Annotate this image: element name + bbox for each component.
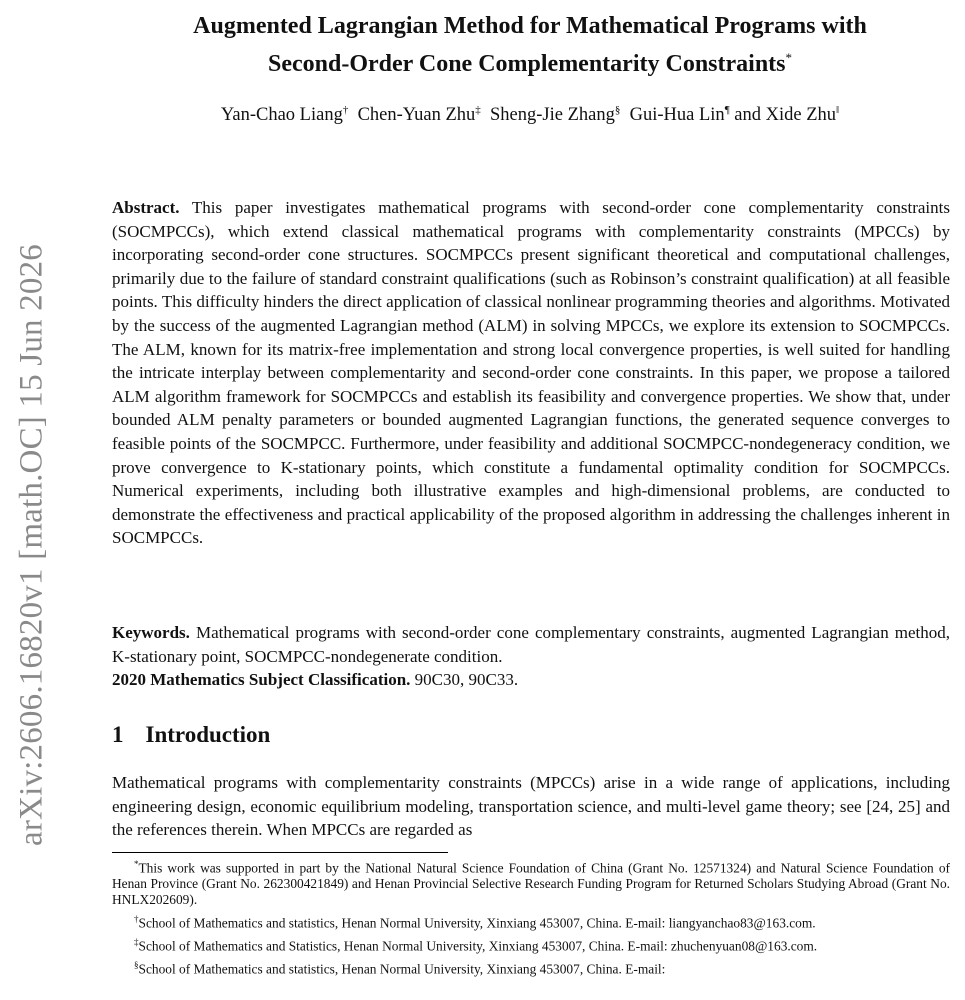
footnote-mark: § [134,959,139,970]
footnote-text: School of Mathematics and statistics, Henan Normal University, Xinxiang 453007, China. E-mail: liangyanchao83@163.com. [138,915,816,931]
keywords [112,621,950,668]
author-name: Gui-Hua Lin [629,105,725,126]
arxiv-identifier-sidebar [0,0,60,1000]
footnote [112,912,950,931]
introduction-paragraph: Mathematical programs with complementarity constraints (MPCCs) arise in a wide range of applications, including engineering design, economic equilibrium modeling, transportation science, and multi-level game theory; see [24, 25] and the references therein. When MPCCs are regarded as [112,773,950,840]
abstract-label: Abstract. [112,198,180,217]
author-list [100,98,960,127]
footnote-divider [112,852,448,853]
author-name: Chen-Yuan Zhu [357,105,476,126]
section-number: 1 [112,722,124,747]
footnotes [112,857,950,981]
author-name: Xide Zhu [765,105,837,126]
keywords-text: Mathematical programs with second-order cone complementary constraints, augmented Lagrangian method, K-stationary point, SOCMPCC-nondegenerate condition. [112,623,951,666]
footnote-mark: ‡ [134,936,139,947]
author-conjunction: and [734,105,762,126]
footnote-text: This work was supported in part by the National Natural Science Foundation of China (Grant No. 12571324) and Natural Science Foundation of Henan Province (Grant No. 262300421849) and Henan Provincial Selective Research Funding Program for Returned Scholars Studying Abroad (Grant No. HNLX202609). [112,860,950,907]
footnote-text: School of Mathematics and statistics, Henan Normal University, Xinxiang 453007, China. E-mail: [138,961,666,977]
title-line-2-text: Second-Order Cone Complementarity Constraints [267,51,786,77]
footnote-mark: * [134,859,139,869]
footnote-mark: † [134,913,139,924]
msc-label: 2020 Mathematics Subject Classification. [112,670,411,689]
author-mark: † [342,104,349,116]
footnote [112,857,950,908]
abstract-text: This paper investigates mathematical programs with second-order cone complementarity constraints (SOCMPCCs), which extend classical mathematical programs with complementarity constraints (MPCCs) by incorporating second-order cone structures. SOCMPCCs present significant theoretical and computational challenges, primarily due to the failure of standard constraint qualifications (such as Robinson’s constraint qualification) at all feasible points. This difficulty hinders the direct application of classical nonlinear programming theories and algorithms. Motivated by the success of the augmented Lagrangian method (ALM) in solving MPCCs, we explore its extension to SOCMPCCs. The ALM, known for its matrix-free implementation and strong local convergence properties, is well suited for handling the intricate interplay between complementarity and second-order cone constraints. In this paper, we propose a tailored ALM algorithm framework for SOCMPCCs and establish its feasibility and convergence properties. We show that, under bounded ALM penalty parameters or bounded augmented Lagrangian functions, the generated sequence converges to feasible points of the SOCMPCC. Furthermore, under feasibility and additional SOCMPCC-nondegeneracy condition, we prove convergence to K-stationary points, which constitute a fundamental optimality condition for SOCMPCCs. Numerical experiments, including both illustrative examples and high-dimensional problems, are conducted to demonstrate the effectiveness and practical applicability of the proposed algorithm in addressing the challenges inherent in SOCMPCCs. [112,198,950,548]
author-mark: ¶ [724,104,730,116]
title-line-1: Augmented Lagrangian Method for Mathematical Programs with [193,13,867,39]
abstract [112,196,950,550]
title-footnote-mark: * [785,50,792,65]
arxiv-identifier: arXiv:2606.16820v1 [math.OC] 15 Jun 2026 [13,244,50,846]
paper-title [100,10,960,80]
section-title: Introduction [145,722,271,747]
author-name: Sheng-Jie Zhang [490,105,615,126]
section-heading [112,722,270,748]
author-mark: ‡ [475,104,481,116]
author-mark: § [614,104,621,116]
footnote [112,935,950,954]
footnote [112,958,950,977]
msc-classification [112,668,950,692]
title-line-2 [100,42,960,80]
keywords-label: Keywords. [112,623,190,642]
footnote-text: School of Mathematics and Statistics, Henan Normal University, Xinxiang 453007, China. E-mail: zhuchenyuan08@163.com. [138,938,818,954]
author-mark: ‖ [836,104,840,116]
msc-text: 90C30, 90C33. [414,670,519,689]
author-name: Yan-Chao Liang [220,105,343,126]
